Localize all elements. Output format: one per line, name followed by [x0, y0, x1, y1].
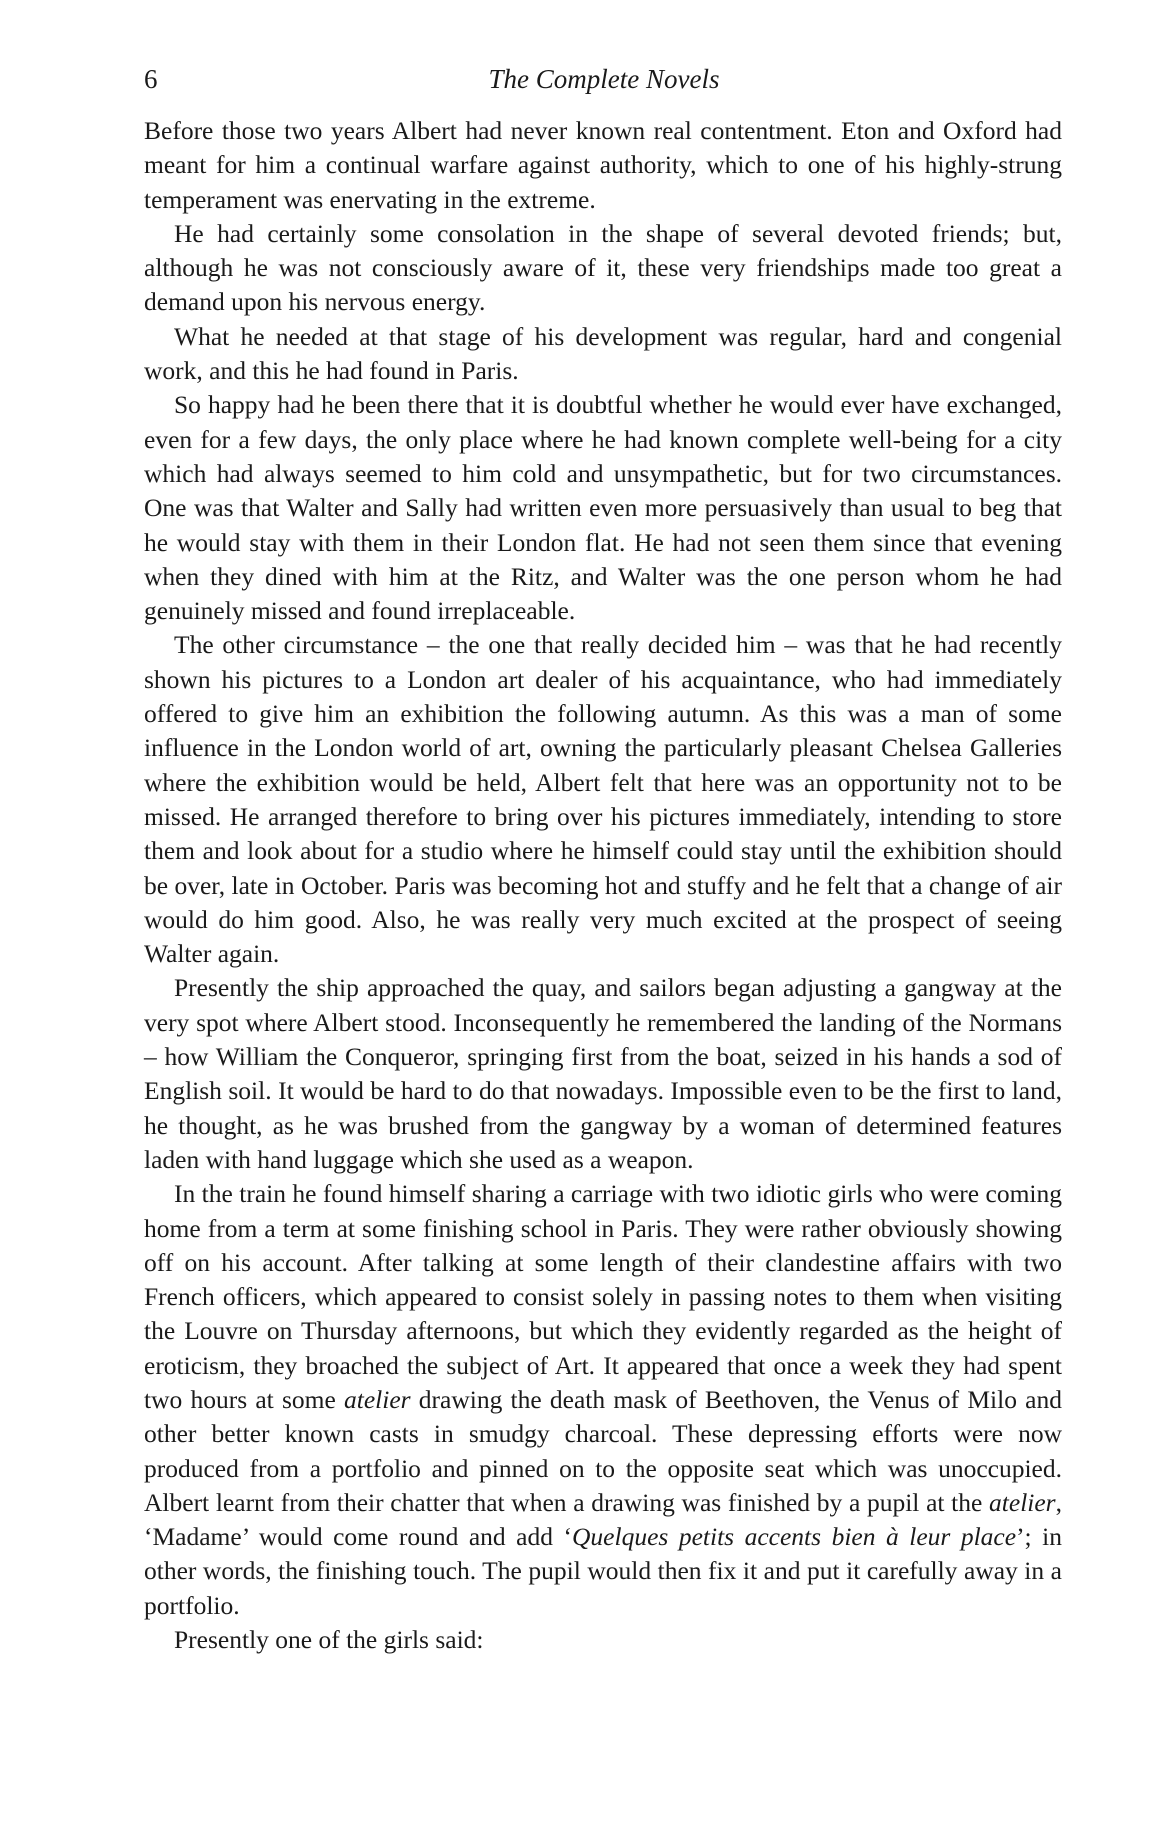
paragraph-7-part-e: , ‘Madame’ would come round and add ‘: [144, 1487, 1062, 1552]
italic-atelier-1: atelier: [344, 1384, 411, 1414]
paragraph-7: [144, 1177, 1062, 1623]
paragraph-3: What he needed at that stage of his development was regular, hard and congenial work, and this he had found in Paris.: [144, 321, 1062, 386]
running-title: The Complete Novels: [488, 64, 720, 94]
body-text: [144, 114, 1062, 1657]
italic-french-quote: Quelques petits accents bien à leur place: [572, 1522, 1017, 1552]
paragraph-4: So happy had he been there that it is doubtful whether he would ever have exchanged, even for a few days, the only place where he had known complete well-being for a city which had always seemed to him cold and unsympathetic, but for two circumstances. One was that Walter and Sally had written even more persuasively than usual to beg that he would stay with them in their London flat. He had not seen them since that evening when they dined with him at the Ritz, and Walter was the one person whom he had genuinely missed and found irreplaceable.: [144, 390, 1062, 626]
paragraph-5: The other circumstance – the one that really decided him – was that he had recently shown his pictures to a London art dealer of his acquaintance, who had immediately offered to give him an exhibition the following autumn. As this was a man of some influence in the London world of art, owning the particularly pleasant Chelsea Galleries where the exhibition would be held, Albert felt that here was an opportunity not to be missed. He arranged therefore to bring over his pictures immediately, intending to store them and look about for a studio where he himself could stay until the exhibition should be over, late in October. Paris was becoming hot and stuffy and he felt that a change of air would do him good. Also, he was really very much excited at the prospect of seeing Walter again.: [144, 630, 1062, 969]
paragraph-8: Presently one of the girls said:: [174, 1625, 484, 1655]
paragraph-7-part-g: ’; in other words, the finishing touch. The pupil would then fix it and put it carefully away in a portfolio.: [144, 1522, 1062, 1620]
page-number: 6: [144, 64, 158, 94]
page-header: [144, 64, 1064, 104]
paragraph-1: Before those two years Albert had never known real contentment. Eton and Oxford had meant for him a continual warfare against authority, which to one of his highly-strung temperament was enervating in the extreme.: [144, 116, 1062, 214]
paragraph-7-part-a: In the train he found himself sharing a carriage with two idiotic girls who were coming home from a term at some finishing school in Paris. They were rather obviously showing off on his account. After talking at some length of their clandestine affairs with two French officers, which appeared to consist solely in passing notes to them when visiting the Louvre on Thursday afternoons, but which they evidently regarded as the height of eroticism, they broached the subject of Art. It appeared that once a week they had spent two hours at some: [144, 1179, 1062, 1414]
paragraph-7-part-c: drawing the death mask of Beethoven, the Venus of Milo and other better known casts in smudgy charcoal. These depressing efforts were now produced from a portfolio and pinned on to the opposite seat which was unoccupied. Albert learnt from their chatter that when a drawing was finished by a pupil at the: [144, 1384, 1062, 1517]
paragraph-6: Presently the ship approached the quay, and sailors began adjusting a gangway at the very spot where Albert stood. Inconsequently he remembered the landing of the Normans – how William the Conqueror, springing first from the boat, seized in his hands a sod of English soil. It would be hard to do that nowadays. Impossible even to be the first to land, he thought, as he was brushed from the gangway by a woman of determined features laden with hand luggage which she used as a weapon.: [144, 973, 1062, 1174]
paragraph-2: He had certainly some consolation in the shape of several devoted friends; but, although he was not consciously aware of it, these very friendships made too great a demand upon his nervous energy.: [144, 218, 1062, 317]
italic-atelier-2: atelier: [989, 1487, 1056, 1517]
